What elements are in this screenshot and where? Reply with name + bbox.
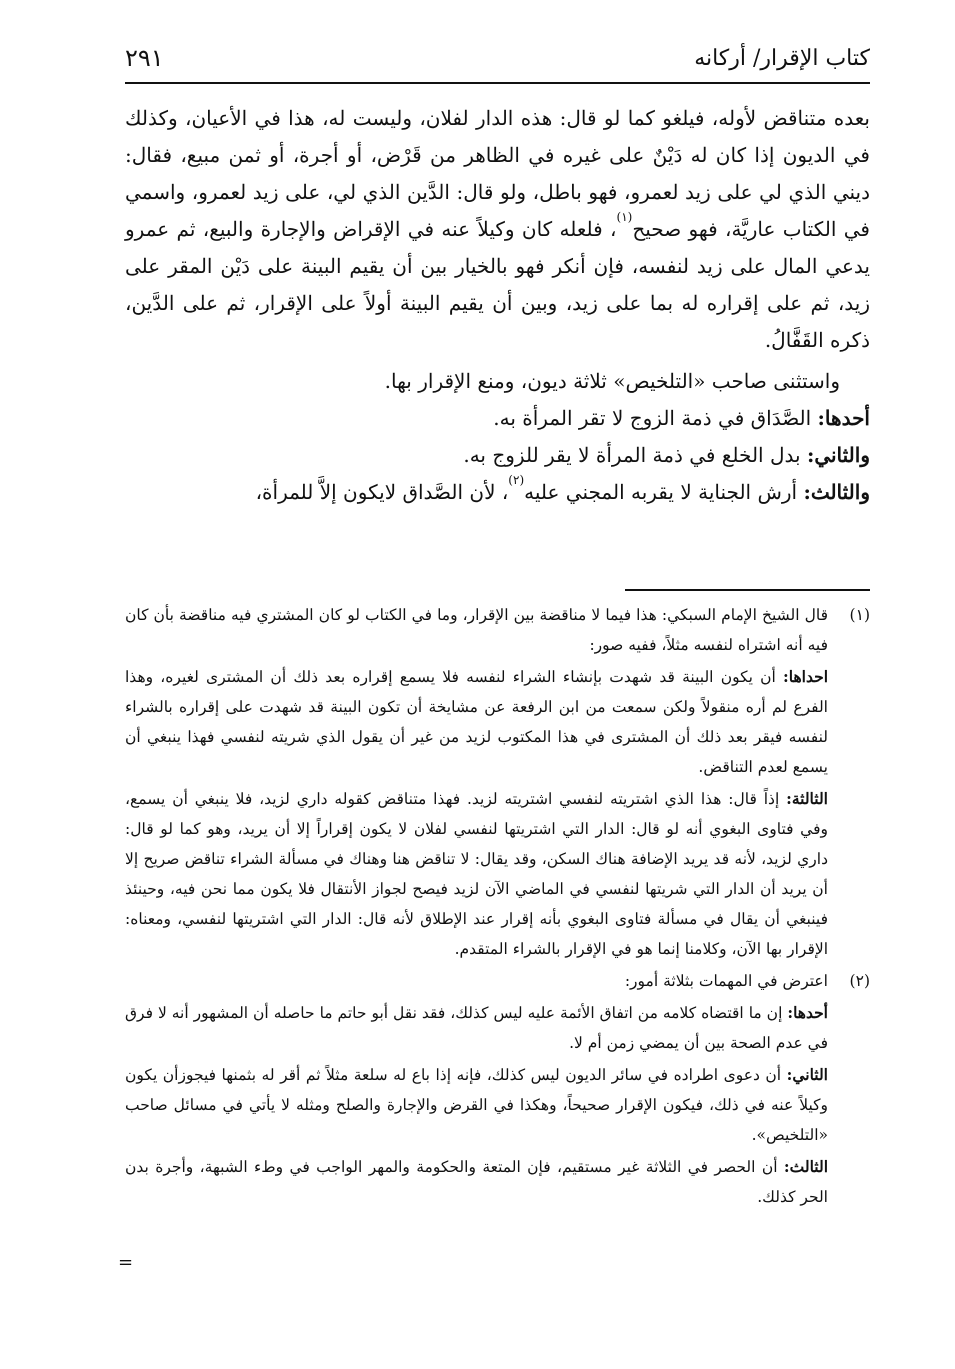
list-item-1 <box>125 400 870 437</box>
main-paragraph-1 <box>125 100 870 359</box>
footnote-2-para-2-lead: الثاني: <box>786 1065 828 1084</box>
list-item-1-lead: أحدها: <box>817 406 870 430</box>
footnote-1-number: (١) <box>849 606 870 624</box>
footnote-2-para-3-lead: الثالث: <box>783 1157 828 1176</box>
footnote-separator <box>625 589 870 591</box>
footnote-2-para-1 <box>125 998 828 1058</box>
footnote-2-para-3-text: أن الحصر في الثلاثة غير مستقيم، فإن المتعة والحكومة والمهر الواجب في وطء الشبهة، وأجرة بدن الحر كذلك. <box>125 1158 828 1206</box>
list-item-3-continuation: ، لأن الصَّداق لايكون إلاَّ للمرأة، <box>255 480 509 504</box>
footnote-2-number: (٢) <box>849 972 870 990</box>
list-item-2 <box>125 437 870 474</box>
main-text <box>125 100 870 511</box>
paragraph-1-text: بعده متناقض لأوله، فيلغو كما لو قال: هذه الدار لفلان، وليست له، هذا في الأعيان، وكذلك في الديون إذا كان له دَيْنٌ على غيره في الظاهر من قَرْض، أو أجرة، أو ثمن مبيع، فقال: ديني الذي لي على زيد لعمرو، فهو باطل، ولو قال: الدَّين الذي لي، على زيد لعمرو، واسمي في الكتاب عاريَّة، فهو صحيح <box>125 106 870 241</box>
list-item-3-lead: والثالث: <box>803 480 870 504</box>
page-number: ٢٩١ <box>125 44 164 72</box>
list-item-3-text: أرش الجناية لا يقربه المجني عليه <box>524 480 804 504</box>
footnote-ref-2: (٢) <box>508 473 525 487</box>
footnote-1-para-1-lead: احداها: <box>783 667 828 686</box>
footnote-2-para-1-lead: أحدها: <box>787 1003 828 1022</box>
footnote-1-para-2 <box>125 784 828 964</box>
footnote-2-para-2 <box>125 1060 828 1150</box>
footnote-1-para-1 <box>125 662 828 782</box>
page-header <box>125 40 870 82</box>
continuation-mark: = <box>118 1252 134 1273</box>
footnote-1-para-1-text: أن يكون البينة قد شهدت بإنشاء الشراء لنفسه فلا يسمع إقراره بعد ذلك أن المشترى لغيره، وهذا الفرع لم أره منقولاً ولكن سمعت من ابن الرفعة عن مشايخة أن تكون البينة قد شهدت على إقراره بالشراء لنفسه فيقر بعد ذلك أن المشترى في هذا المكتوب لزيد من غير أن يقول الذي شريته لنفسي فهذا ينبغي أن يسمع لعدم التناقض. <box>125 668 828 776</box>
list-item-2-lead: والثاني: <box>806 443 870 467</box>
footnote-1-para-2-lead: الثالثة: <box>786 789 828 808</box>
footnote-1-para-2-text: إذاً قال: هذا الذي اشتريته لنفسي اشتريته لزيد. فهذا متناقض كقوله داري لزيد، فلا ينبغي أن يسمع، وفي فتاوى البغوي أنه لو قال: الدار التي اشتريتها لنفسي لفلان لا يكون إقراراً إلا أن يريد، وهو كما لو قال: داري لزيد، لأنه قد يريد الإضافة هناك السكن، وقد يقال: لا تناقض هنا وهناك في مسألة الشراء تناقض صريح إلا أن يريد أن الدار التي شريتها لنفسي في الماضي الآن لزيد فيصح لجواز الأنتقال فلا يكون مما نحن فيه، وحينئذ فينبغي أن يقال في مسألة فتاوى البغوي بأنه إقرار عند الإطلاق لأنه قال: الدار التي اشتريتها لنفسي، ومعناه: الإقرار بها الآن، وكلامنا إنما هو في الإقرار بالشراء المتقدم. <box>125 790 828 958</box>
list-item-3 <box>125 474 870 511</box>
footnote-2 <box>125 966 870 1212</box>
footnote-2-para-2-text: أن دعوى اطراده في سائر الديون ليس كذلك، فإنه إذا باع له سلعة مثلاً ثم أقر له بثمنها فيجوزأن يكون وكيلاً عنه في ذلك، فيكون الإقرار صحيحاً، وهكذا في القرض والإجارة والصلح ومثله لا يأتي في مسائل صاحب «التلخيص». <box>125 1066 828 1144</box>
main-paragraph-2: واستثنى صاحب «التلخيص» ثلاثة ديون، ومنع الإقرار بها. <box>384 369 840 393</box>
footnote-1 <box>125 600 870 964</box>
paragraph-1-continuation: ، فلعله كان وكيلاً عنه في الإقراض والإجارة والبيع، ثم عمرو يدعي المال على زيد لنفسه، فإن أنكر فهو بالخيار بين أن يقيم البينة على دَيْن المقر على زيد، ثم على إقراره له بما على زيد، وبين أن يقيم البينة أولاً على الإقرار، ثم على الدَّين، ذكره القَفَّالُ. <box>125 217 870 352</box>
list-item-2-text: بدل الخلع في ذمة المرأة لا يقر للزوج به. <box>463 443 807 467</box>
footnote-2-intro: اعترض في المهمات بثلاثة أمور: <box>624 972 828 990</box>
footnote-ref-1: (١) <box>616 210 633 224</box>
header-rule <box>125 82 870 84</box>
footnote-1-intro: قال الشيخ الإمام السبكي: هذا فيما لا مناقضة بين الإقرار، وما في الكتاب لو كان المشتري فيه مناقضة بأن كان فيه أنه اشتراه لنفسه مثلاً، ففيه صور: <box>125 606 828 654</box>
list-item-1-text: الصَّدَاق في ذمة الزوج لا تقر المرأة به. <box>493 406 818 430</box>
footnote-2-para-1-text: إن ما اقتضاه كلامه من اتفاق الأئمة عليه ليس كذلك، فقد نقل أبو حاتم ما حاصله أن المشهور أنه لا فرق في عدم الصحة بين أن يمضي زمن أم لا. <box>125 1004 828 1052</box>
footnotes <box>125 600 870 1213</box>
running-title: كتاب الإقرار/ أركانه <box>694 46 870 71</box>
footnote-2-para-3 <box>125 1152 828 1212</box>
